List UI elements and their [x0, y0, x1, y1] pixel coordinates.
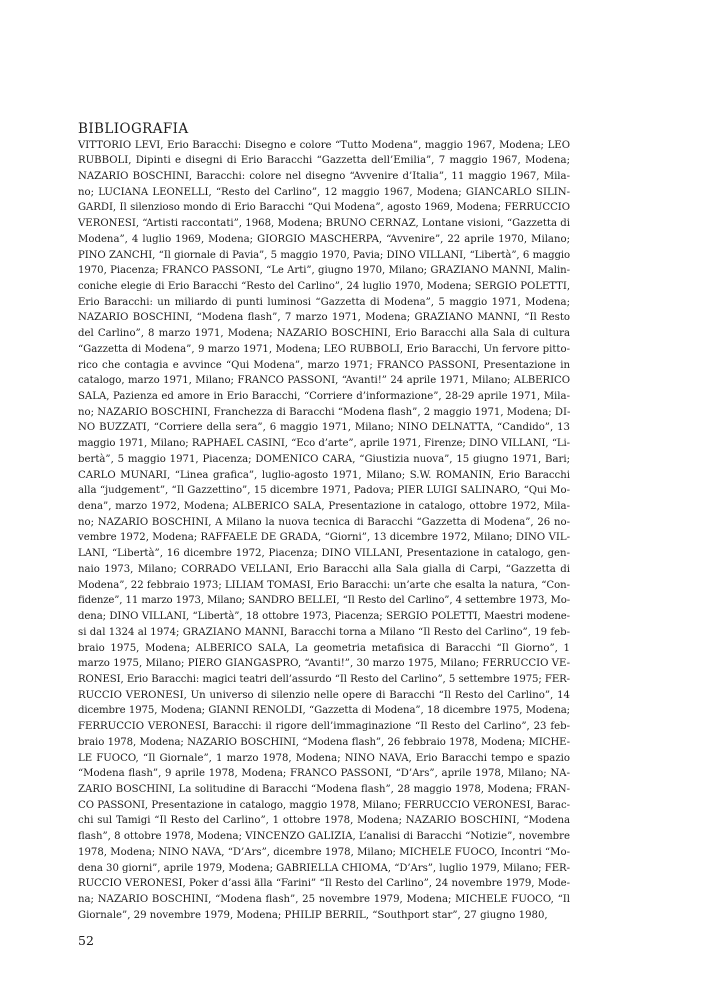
bibliography-line: CARLO MUNARI, “Linea grafica”, luglio-agosto 1971, Milano; S.W. ROMANIN, Erio Baracchi	[78, 469, 570, 481]
bibliography-line: “Modena flash”, 9 aprile 1978, Modena; FRANCO PASSONI, “D’Ars”, aprile 1978, Milano; NA-	[78, 768, 570, 780]
bibliography-line: Giornale”, 29 novembre 1979, Modena; PHILIP BERRIL, “Southport star”, 27 giugno 1980,	[78, 909, 548, 921]
bibliography-line: GARDI, Il silenzioso mondo di Erio Baracchi “Qui Modena”, agosto 1969, Modena; FERRUCCIO	[78, 202, 570, 214]
bibliography-line: NO BUZZATI, “Corriere della sera”, 6 maggio 1971, Milano; NINO DELNATTA, “Candido”, 13	[78, 422, 570, 434]
bibliography-line: RONESI, Erio Baracchi: magici teatri dell’assurdo “Il Resto del Carlino”, 5 settembre 1975; FER-	[78, 673, 570, 685]
bibliography-line: RUCCIO VERONESI, Poker d’assi älla “Farini” “Il Resto del Carlino”, 24 novembre 1979, Mode-	[78, 878, 570, 890]
bibliography-line: fidenze”, 11 marzo 1973, Milano; SANDRO BELLEI, “Il Resto del Carlino”, 4 settembre 1973, Mo-	[78, 595, 570, 607]
bibliography-line: braio 1978, Modena; NAZARIO BOSCHINI, “Modena flash”, 26 febbraio 1978, Modena; MICHE-	[78, 736, 570, 748]
bibliography-line: na; NAZARIO BOSCHINI, “Modena flash”, 25 novembre 1979, Modena; MICHELE FUOCO, “Il	[78, 894, 570, 905]
bibliography-line: chi sul Tamigi “Il Resto del Carlino”, 1 ottobre 1978, Modena; NAZARIO BOSCHINI, “Modena	[78, 815, 570, 827]
bibliography-line: CO PASSONI, Presentazione in catalogo, maggio 1978, Milano; FERRUCCIO VERONESI, Barac-	[78, 799, 570, 811]
bibliography-text	[78, 138, 570, 924]
bibliography-line: catalogo, marzo 1971, Milano; FRANCO PASSONI, “Avanti!” 24 aprile 1971, Milano; ALBERICO	[78, 375, 570, 387]
bibliography-line: naio 1973, Milano; CORRADO VELLANI, Erio Baracchi alla Sala gialla di Carpi, “Gazzetta di	[78, 563, 570, 575]
bibliography-line: maggio 1971, Milano; RAPHAEL CASINI, “Eco d’arte”, aprile 1971, Firenze; DINO VILLANI, “Li-	[78, 438, 570, 450]
bibliography-line: si dal 1324 al 1974; GRAZIANO MANNI, Baracchi torna a Milano “Il Resto del Carlino”, 19 feb-	[78, 626, 570, 638]
bibliography-line: 1970, Piacenza; FRANCO PASSONI, “Le Arti”, giugno 1970, Milano; GRAZIANO MANNI, Malin-	[78, 265, 570, 277]
bibliography-line: RUBBOLI, Dipinti e disegni di Erio Baracchi “Gazzetta dell’Emilia”, 7 maggio 1967, Modena;	[78, 155, 570, 167]
bibliography-line: no; LUCIANA LEONELLI, “Resto del Carlino”, 12 maggio 1967, Modena; GIANCARLO SILIN-	[78, 186, 570, 198]
bibliography-line: LE FUOCO, “Il Giornale”, 1 marzo 1978, Modena; NINO NAVA, Erio Baracchi tempo e spazio	[78, 752, 570, 764]
bibliography-line: marzo 1975, Milano; PIERO GIANGASPRO, “Avanti!”, 30 marzo 1975, Milano; FERRUCCIO VE-	[78, 658, 570, 670]
bibliography-line: 1978, Modena; NINO NAVA, “D’Ars”, dicembre 1978, Milano; MICHELE FUOCO, Incontri “Mo-	[78, 846, 570, 858]
bibliography-line: “Gazzetta di Modena”, 9 marzo 1971, Modena; LEO RUBBOLI, Erio Baracchi, Un fervore pitto-	[78, 343, 570, 355]
bibliography-line: NAZARIO BOSCHINI, Baracchi: colore nel disegno “Avvenire d’Italia”, 11 maggio 1967, Mila-	[78, 170, 570, 182]
bibliography-line: alla “judgement”, “Il Gazzettino”, 15 dicembre 1971, Padova; PIER LUIGI SALINARO, “Qui Mo-	[78, 485, 570, 497]
bibliography-line: no; NAZARIO BOSCHINI, Franchezza di Baracchi “Modena flash”, 2 maggio 1971, Modena; DI-	[78, 406, 571, 418]
section-heading: BIBLIOGRAFIA	[78, 121, 189, 137]
bibliography-line: VERONESI, “Artisti raccontati”, 1968, Modena; BRUNO CERNAZ, Lontane visioni, “Gazzetta di	[78, 218, 570, 230]
bibliography-line: PINO ZANCHI, “Il giornale di Pavia”, 5 maggio 1970, Pavia; DINO VILLANI, “Libertà”, 6 maggio	[78, 249, 570, 261]
bibliography-line: vembre 1972, Modena; RAFFAELE DE GRADA, “Giorni”, 13 dicembre 1972, Milano; DINO VIL-	[78, 532, 570, 544]
bibliography-line: flash”, 8 ottobre 1978, Modena; VINCENZO GALIZIA, L’analisi di Baracchi “Notizie”, novembre	[78, 831, 570, 843]
bibliography-line: SALA, Pazienza ed amore in Erio Baracchi, “Corriere d’informazione”, 28-29 aprile 1971, Mila-	[78, 391, 570, 402]
bibliography-line: dena; DINO VILLANI, “Libertà”, 18 ottobre 1973, Piacenza; SERGIO POLETTI, Maestri modene-	[78, 611, 570, 623]
bibliography-line: Modena”, 4 luglio 1969, Modena; GIORGIO MASCHERPA, “Avvenire”, 22 aprile 1970, Milano;	[78, 233, 570, 245]
bibliography-line: dicembre 1975, Modena; GIANNI RENOLDI, “Gazzetta di Modena”, 18 dicembre 1975, Modena;	[78, 705, 570, 717]
bibliography-line: ZARIO BOSCHINI, La solitudine di Baracchi “Modena flash”, 28 maggio 1978, Modena; FRAN-	[78, 783, 570, 795]
bibliography-line: dena 30 giorni”, aprile 1979, Modena; GABRIELLA CHIOMA, “D’Ars”, luglio 1979, Milano; FER-	[78, 862, 570, 874]
bibliography-line: no; NAZARIO BOSCHINI, A Milano la nuova tecnica di Baracchi “Gazzetta di Modena”, 26 no-	[78, 516, 570, 528]
bibliography-line: Modena”, 22 febbraio 1973; LILIAM TOMASI, Erio Baracchi: un’arte che esalta la natura, “Con-	[78, 579, 570, 591]
bibliography-line: braio 1975, Modena; ALBERICO SALA, La geometria metafisica di Baracchi “Il Giorno”, 1	[78, 642, 570, 654]
bibliography-line: del Carlino”, 8 marzo 1971, Modena; NAZARIO BOSCHINI, Erio Baracchi alla Sala di cultura	[78, 328, 570, 340]
bibliography-line: NAZARIO BOSCHINI, “Modena flash”, 7 marzo 1971, Modena; GRAZIANO MANNI, “Il Resto	[78, 312, 570, 324]
bibliography-line: RUCCIO VERONESI, Un universo di silenzio nelle opere di Baracchi “Il Resto del Carlino”, 14	[78, 689, 570, 701]
bibliography-line: dena”, marzo 1972, Modena; ALBERICO SALA, Presentazione in catalogo, ottobre 1972, Mila-	[78, 501, 570, 513]
bibliography-line: bertà”, 5 maggio 1971, Piacenza; DOMENICO CARA, “Giustizia nuova”, 15 giugno 1971, Bari;	[78, 453, 570, 465]
bibliography-line: VITTORIO LEVI, Erio Baracchi: Disegno e colore “Tutto Modena”, maggio 1967, Modena; LEO	[78, 139, 570, 151]
bibliography-line: LANI, “Libertà”, 16 dicembre 1972, Piacenza; DINO VILLANI, Presentazione in catalogo, gen-	[78, 548, 570, 560]
bibliography-line: rico che contagia e avvince “Qui Modena”, marzo 1971; FRANCO PASSONI, Presentazione in	[78, 359, 570, 371]
bibliography-line: Erio Baracchi: un miliardo di punti luminosi “Gazzetta di Modena”, 5 maggio 1971, Modena;	[78, 296, 570, 308]
bibliography-line: FERRUCCIO VERONESI, Baracchi: il rigore dell’immaginazione “Il Resto del Carlino”, 23 feb-	[78, 721, 570, 733]
bibliography-line: coniche elegie di Erio Baracchi “Resto del Carlino”, 24 luglio 1970, Modena; SERGIO POLETTI,	[78, 280, 570, 292]
page-number: 52	[78, 933, 94, 948]
